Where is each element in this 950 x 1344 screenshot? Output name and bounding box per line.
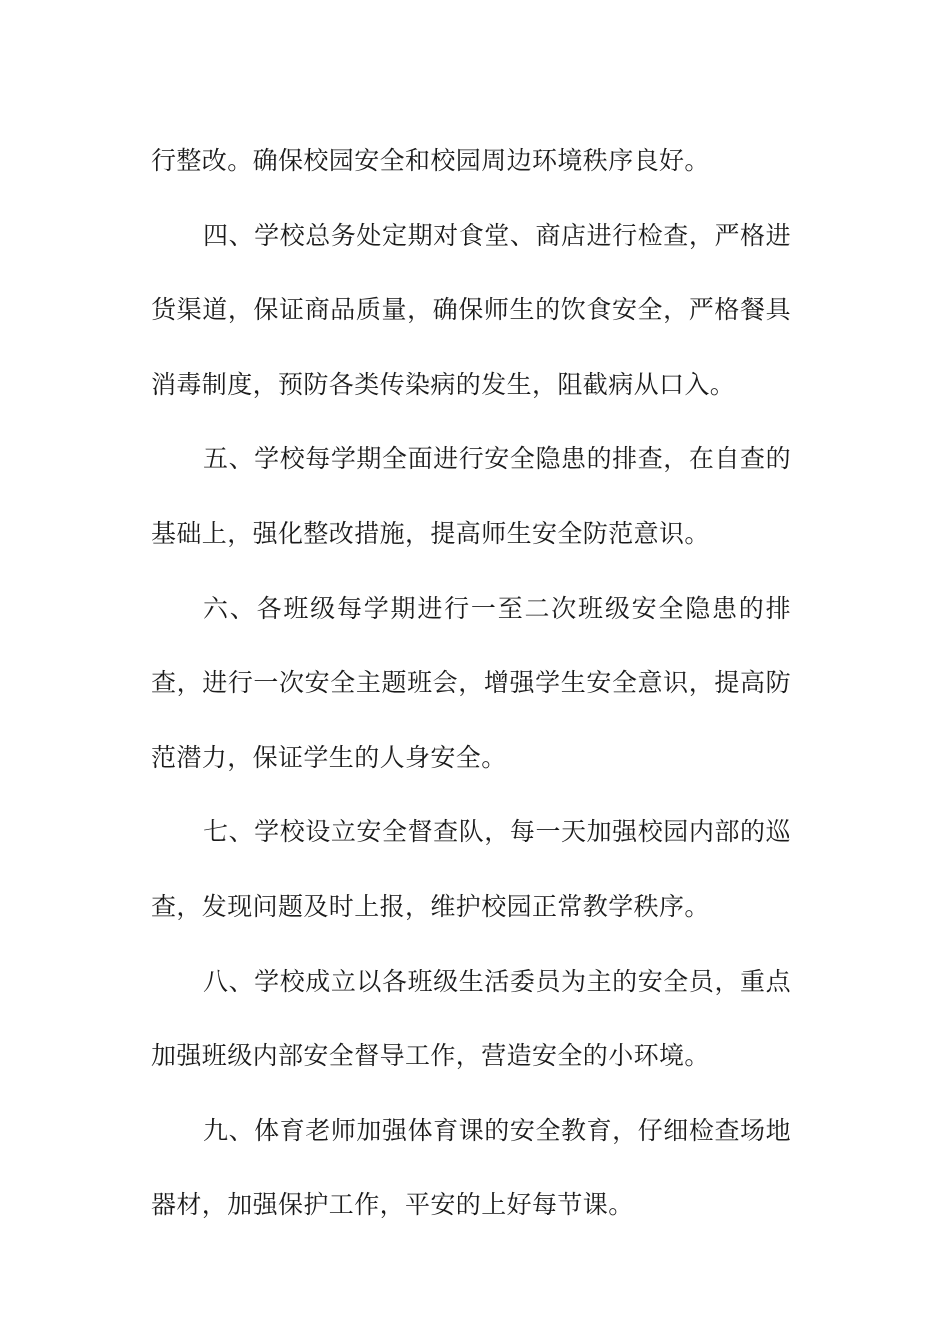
paragraph-continuation: 行整改。确保校园安全和校园周边环境秩序良好。 — [151, 146, 710, 175]
paragraph-item-8: 八、学校成立以各班级生活委员为主的安全员，重点加强班级内部安全督导工作，营造安全的小环境。 — [151, 966, 791, 1071]
paragraph-item-5: 五、学校每学期全面进行安全隐患的排查，在自查的基础上，强化整改措施，提高师生安全防范意识。 — [151, 444, 791, 548]
document-body — [151, 124, 791, 1243]
paragraph-item-9: 九、体育老师加强体育课的安全教育，仔细检查场地器材，加强保护工作，平安的上好每节课。 — [151, 1115, 791, 1220]
paragraph-item-6: 六、各班级每学期进行一至二次班级安全隐患的排查，进行一次安全主题班会，增强学生安全意识，提高防范潜力，保证学生的人身安全。 — [151, 593, 791, 772]
paragraph-item-7: 七、学校设立安全督查队，每一天加强校园内部的巡查，发现问题及时上报，维护校园正常教学秩序。 — [151, 817, 791, 921]
paragraph-item-4: 四、学校总务处定期对食堂、商店进行检查，严格进货渠道，保证商品质量，确保师生的饮食安全，严格餐具消毒制度，预防各类传染病的发生，阻截病从口入。 — [151, 220, 791, 399]
